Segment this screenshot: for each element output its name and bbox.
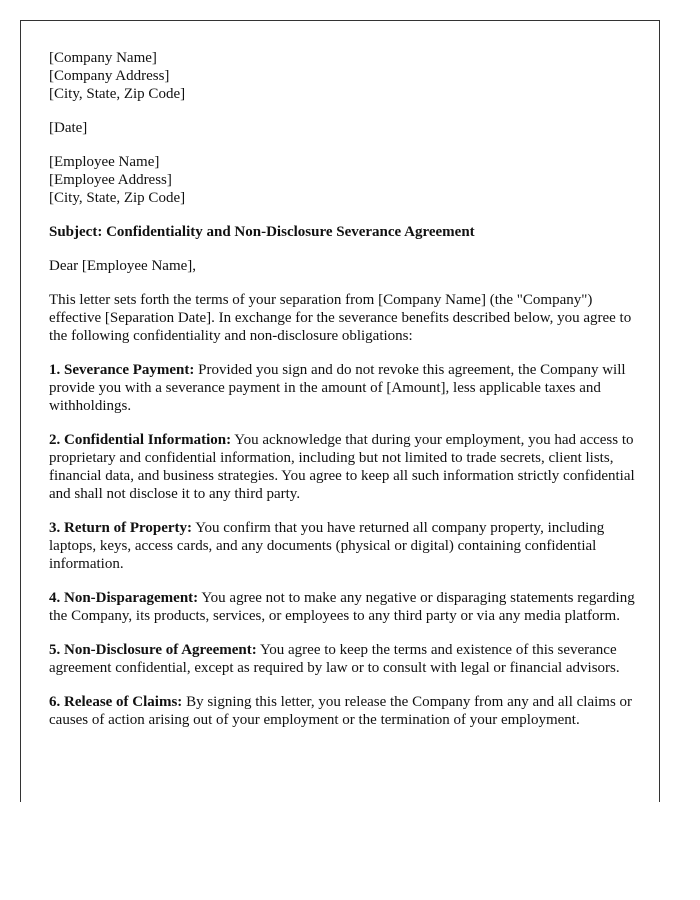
section-title: 6. Release of Claims: — [49, 694, 183, 710]
section-text: You confirm that you have returned all company property, including laptops, keys, access cards, and any documents (physical or digital) containing confidential information. — [49, 520, 605, 572]
section-release-of-claims — [49, 693, 637, 729]
letter-page — [20, 20, 660, 802]
section-title: 2. Confidential Information: — [49, 432, 232, 448]
section-confidential-information — [49, 431, 637, 503]
section-text: Provided you sign and do not revoke this agreement, the Company will provide you with a severance payment in the amount of [Amount], less applicable taxes and withholdings. — [49, 362, 626, 414]
intro-paragraph: This letter sets forth the terms of your separation from [Company Name] (the "Company") effective [Separation Date]. In exchange for the severance benefits described below, you agree to the following confidentiality and non-disclosure obligations: — [49, 292, 632, 344]
recipient-address — [49, 153, 637, 207]
section-text: By signing this letter, you release the Company from any and all claims or causes of action arising out of your employment or the termination of your employment. — [49, 694, 633, 728]
section-return-of-property — [49, 519, 637, 573]
section-title: 3. Return of Property: — [49, 520, 193, 536]
section-title: 4. Non-Disparagement: — [49, 590, 199, 606]
sender-address — [49, 49, 637, 103]
section-text: You agree not to make any negative or disparaging statements regarding the Company, its products, services, or employees to any third party or via any media platform. — [49, 590, 635, 624]
section-severance-payment — [49, 361, 637, 415]
section-text: You agree to keep the terms and existence of this severance agreement confidential, except as required by law or to consult with legal or financial advisors. — [49, 642, 620, 676]
section-non-disclosure — [49, 641, 637, 677]
employee-name: [Employee Name] — [49, 154, 160, 170]
company-address: [Company Address] — [49, 68, 170, 84]
section-title: 1. Severance Payment: — [49, 362, 195, 378]
employee-city: [City, State, Zip Code] — [49, 190, 186, 206]
employee-address: [Employee Address] — [49, 172, 172, 188]
section-title: 5. Non-Disclosure of Agreement: — [49, 642, 257, 658]
salutation: Dear [Employee Name], — [49, 258, 197, 274]
subject-line: Subject: Confidentiality and Non-Disclosure Severance Agreement — [49, 224, 475, 240]
section-text: You acknowledge that during your employment, you had access to proprietary and confidential information, including but not limited to trade secrets, client lists, financial data, and business strategies. You agree to keep all such information strictly confidential and shall not disclose it to any third party. — [49, 432, 635, 502]
letter-date: [Date] — [49, 120, 88, 136]
section-non-disparagement — [49, 589, 637, 625]
company-city: [City, State, Zip Code] — [49, 86, 186, 102]
company-name: [Company Name] — [49, 50, 157, 66]
